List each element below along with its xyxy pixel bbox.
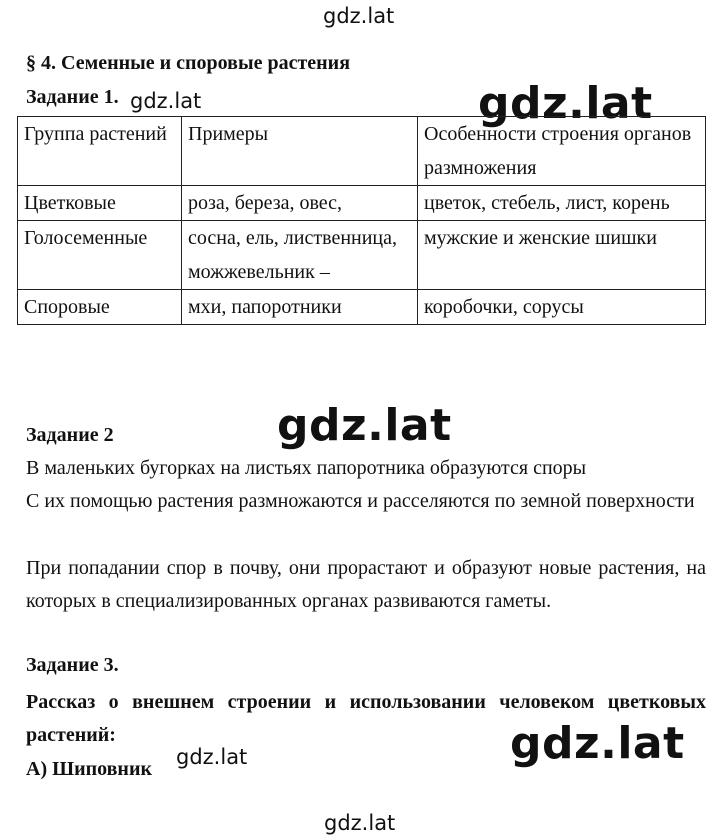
- group-cell: Споровые: [18, 290, 182, 325]
- task2-paragraph: В маленьких бугорках на листьях папоротника образуются споры: [26, 457, 587, 479]
- watermark-top: gdz.lat: [323, 4, 395, 28]
- task2-paragraph: С их помощью растения размножаются и расселяются по земной поверхности: [26, 490, 695, 512]
- header-cell: Примеры: [182, 117, 418, 186]
- table-row: [18, 186, 706, 221]
- examples-cell: сосна, ель, лиственница, можжевельник –: [182, 221, 418, 290]
- watermark-bottom: gdz.lat: [324, 811, 396, 835]
- plants-table: [17, 116, 706, 325]
- table-header-row: [18, 117, 706, 186]
- watermark-small: gdz.lat: [130, 89, 202, 113]
- rosehip-heading: А) Шиповник: [26, 758, 152, 780]
- header-cell: Особенности строения органов размножения: [418, 117, 706, 186]
- examples-cell: мхи, папоротники: [182, 290, 418, 325]
- header-cell: Группа растений: [18, 117, 182, 186]
- watermark-large: gdz.lat: [277, 400, 452, 451]
- watermark-large: gdz.lat: [478, 78, 653, 129]
- table-row: [18, 290, 706, 325]
- features-cell: мужские и женские шишки: [418, 221, 706, 290]
- task1-title: Задание 1.: [26, 86, 119, 108]
- table-row: [18, 221, 706, 290]
- features-cell: цветок, стебель, лист, корень: [418, 186, 706, 221]
- watermark-large: gdz.lat: [510, 718, 685, 769]
- watermark-small: gdz.lat: [176, 745, 248, 769]
- section-title: § 4. Семенные и споровые растения: [26, 52, 351, 74]
- features-cell: коробочки, сорусы: [418, 290, 706, 325]
- task3-title: Задание 3.: [26, 654, 119, 676]
- group-cell: Голосеменные: [18, 221, 182, 290]
- task2-paragraph: При попадании спор в почву, они прорастают и образуют новые растения, на которых в специализированных органах развиваются гаметы.: [26, 557, 706, 612]
- task2-title: Задание 2: [26, 424, 114, 446]
- group-cell: Цветковые: [18, 186, 182, 221]
- examples-cell: роза, береза, овес,: [182, 186, 418, 221]
- task3-paragraph: Рассказ о внешнем строении и использовании человеком цветковых растений:: [26, 691, 706, 746]
